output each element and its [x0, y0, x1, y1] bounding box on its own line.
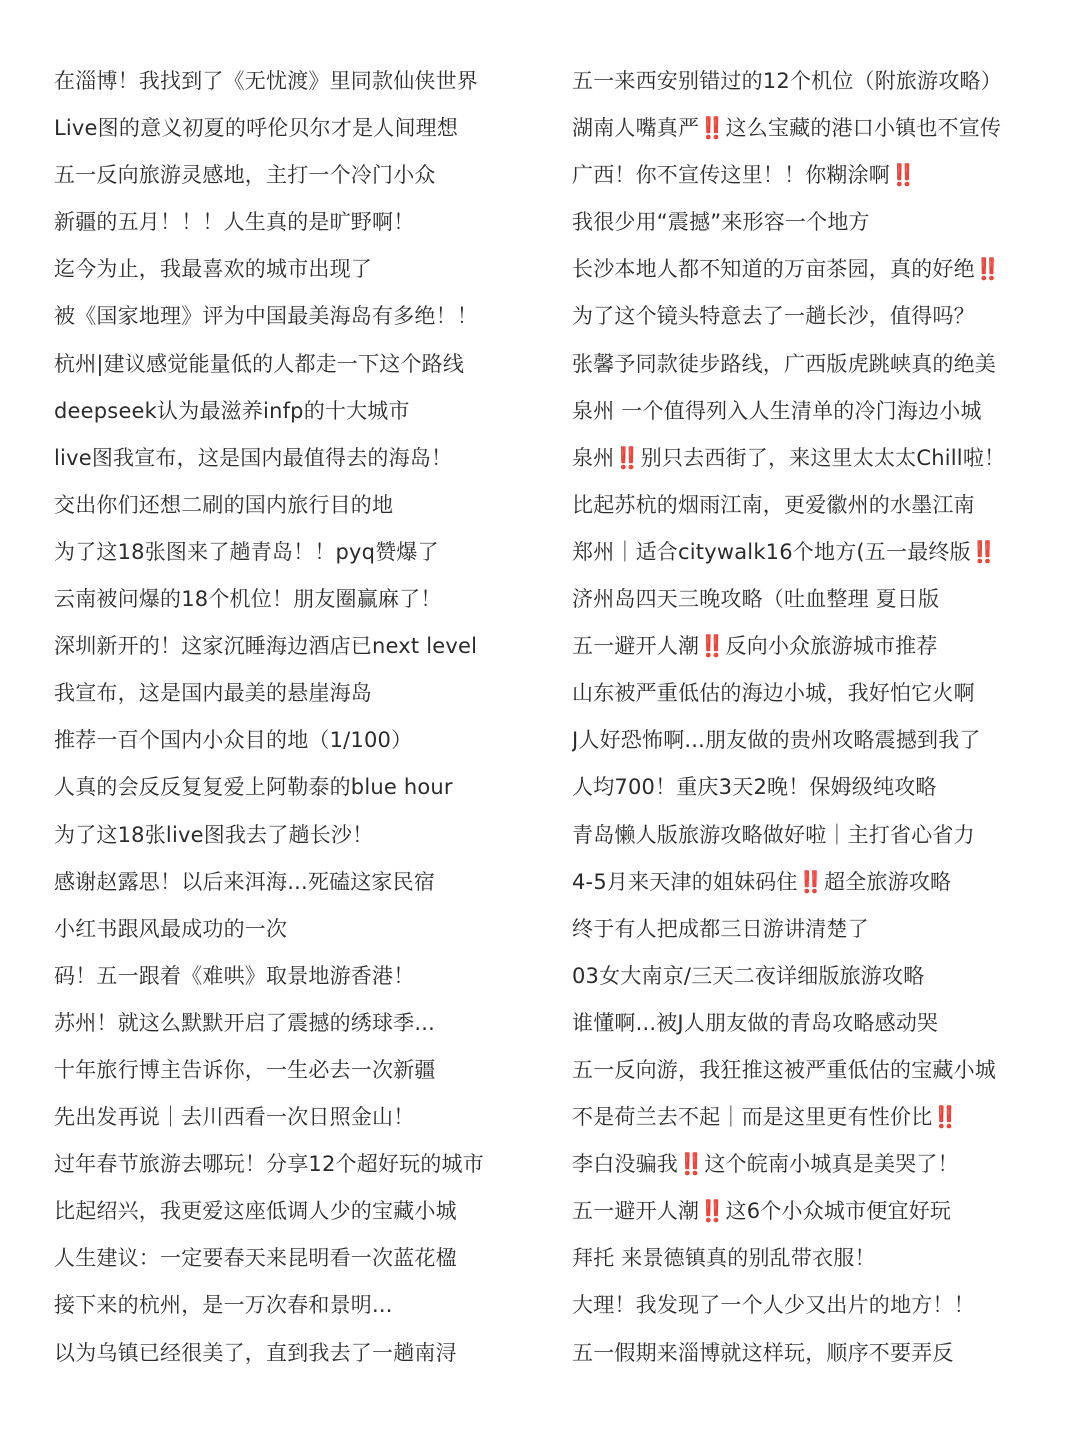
title-item: 青岛懒人版旅游攻略做好啦｜主打省心省力 [572, 822, 975, 847]
title-item: 山东被严重低估的海边小城，我好怕它火啊 [572, 681, 975, 706]
title-item: 感谢赵露思！以后来洱海...死磕这家民宿 [54, 869, 436, 894]
title-item: 我很少用“震撼”来形容一个地方 [572, 210, 870, 235]
left-title-column [54, 58, 554, 1377]
title-item: 长沙本地人都不知道的万亩茶园，真的好绝‼️ [572, 257, 1002, 282]
title-item: 03女大南京/三天二夜详细版旅游攻略 [572, 963, 925, 988]
title-item: 五一反向旅游灵感地，主打一个冷门小众 [54, 163, 436, 188]
title-item: 云南被问爆的18个机位！朋友圈赢麻了！ [54, 587, 442, 612]
title-item: 五一反向游，我狂推这被严重低估的宝藏小城 [572, 1057, 996, 1082]
title-item: 为了这18张图来了趟青岛！！pyq赞爆了 [54, 539, 439, 564]
title-item: 李白没骗我‼️这个皖南小城真是美哭了！ [572, 1152, 959, 1177]
title-item: 人生建议：一定要春天来昆明看一次蓝花楹 [54, 1246, 457, 1271]
title-item: 交出你们还想二刷的国内旅行目的地 [54, 492, 394, 517]
title-item: 拜托 来景德镇真的别乱带衣服！ [572, 1246, 876, 1271]
title-item: 比起苏杭的烟雨江南，更爱徽州的水墨江南 [572, 492, 975, 517]
title-item: 深圳新开的！这家沉睡海边酒店已next level [54, 634, 478, 659]
title-item: 迄今为止，我最喜欢的城市出现了 [54, 257, 372, 282]
title-item: 小红书跟风最成功的一次 [54, 916, 288, 941]
title-item: 推荐一百个国内小众目的地（1/100） [54, 728, 413, 753]
title-item: 谁懂啊...被J人朋友做的青岛攻略感动哭 [572, 1010, 939, 1035]
title-item: 不是荷兰去不起｜而是这里更有性价比‼️ [572, 1105, 959, 1130]
title-item: 五一假期来淄博就这样玩，顺序不要弄反 [572, 1340, 954, 1365]
title-item: 张馨予同款徒步路线，广西版虎跳峡真的绝美 [572, 351, 996, 376]
title-item: 泉州‼️别只去西街了，来这里太太太Chill啦！ [572, 445, 1006, 470]
title-item: 五一避开人潮‼️这6个小众城市便宜好玩 [572, 1199, 952, 1224]
title-item: 以为乌镇已经很美了，直到我去了一趟南浔 [54, 1340, 457, 1365]
title-item: 为了这18张live图我去了趟长沙！ [54, 822, 374, 847]
title-item: 郑州｜适合citywalk16个地方(五一最终版‼️ [572, 539, 998, 564]
title-item: 在淄博！我找到了《无忧渡》里同款仙侠世界 [54, 69, 478, 93]
title-item: 杭州|建议感觉能量低的人都走一下这个路线 [54, 351, 465, 376]
title-item: 4-5月来天津的姐妹码住‼️超全旅游攻略 [572, 869, 952, 894]
title-item: 接下来的杭州，是一万次春和景明... [54, 1293, 393, 1318]
right-title-column [572, 58, 1072, 1377]
title-item: 人真的会反反复复爱上阿勒泰的blue hour [54, 775, 453, 800]
title-item: 苏州！就这么默默开启了震撼的绣球季... [54, 1010, 436, 1035]
title-item: deepseek认为最滋养infp的十大城市 [54, 398, 410, 423]
title-item: 码！五一跟着《难哄》取景地游香港！ [54, 963, 415, 988]
title-item: 五一避开人潮‼️反向小众旅游城市推荐 [572, 634, 938, 659]
title-item: 湖南人嘴真严‼️这么宝藏的港口小镇也不宣传 [572, 116, 1002, 141]
title-item: 先出发再说｜去川西看一次日照金山！ [54, 1105, 415, 1130]
title-item: 广西！你不宣传这里！！你糊涂啊‼️ [572, 163, 917, 188]
title-item: 大理！我发现了一个人少又出片的地方！！ [572, 1293, 975, 1318]
title-item: 比起绍兴，我更爱这座低调人少的宝藏小城 [54, 1199, 457, 1224]
title-item: 十年旅行博主告诉你，一生必去一次新疆 [54, 1057, 436, 1082]
title-item: 为了这个镜头特意去了一趟长沙，值得吗？ [572, 304, 975, 329]
title-item: 被《国家地理》评为中国最美海岛有多绝！！ [54, 304, 478, 329]
title-item: J人好恐怖啊...朋友做的贵州攻略震撼到我了 [572, 728, 981, 753]
title-item: 过年春节旅游去哪玩！分享12个超好玩的城市 [54, 1152, 484, 1177]
title-item: 泉州 一个值得列入人生清单的冷门海边小城 [572, 398, 982, 423]
title-item: 我宣布，这是国内最美的悬崖海岛 [54, 681, 372, 706]
title-item: 济州岛四天三晚攻略（吐血整理 夏日版 [572, 587, 940, 612]
title-item: 人均700！重庆3天2晚！保姆级纯攻略 [572, 775, 937, 800]
title-item: 终于有人把成都三日游讲清楚了 [572, 916, 869, 941]
title-item: Live图的意义初夏的呼伦贝尔才是人间理想 [54, 116, 459, 141]
title-item: 五一来西安别错过的12个机位（附旅游攻略） [572, 69, 1002, 93]
title-item: 新疆的五月！！！人生真的是旷野啊！ [54, 210, 415, 235]
title-item: live图我宣布，这是国内最值得去的海岛！ [54, 445, 453, 470]
